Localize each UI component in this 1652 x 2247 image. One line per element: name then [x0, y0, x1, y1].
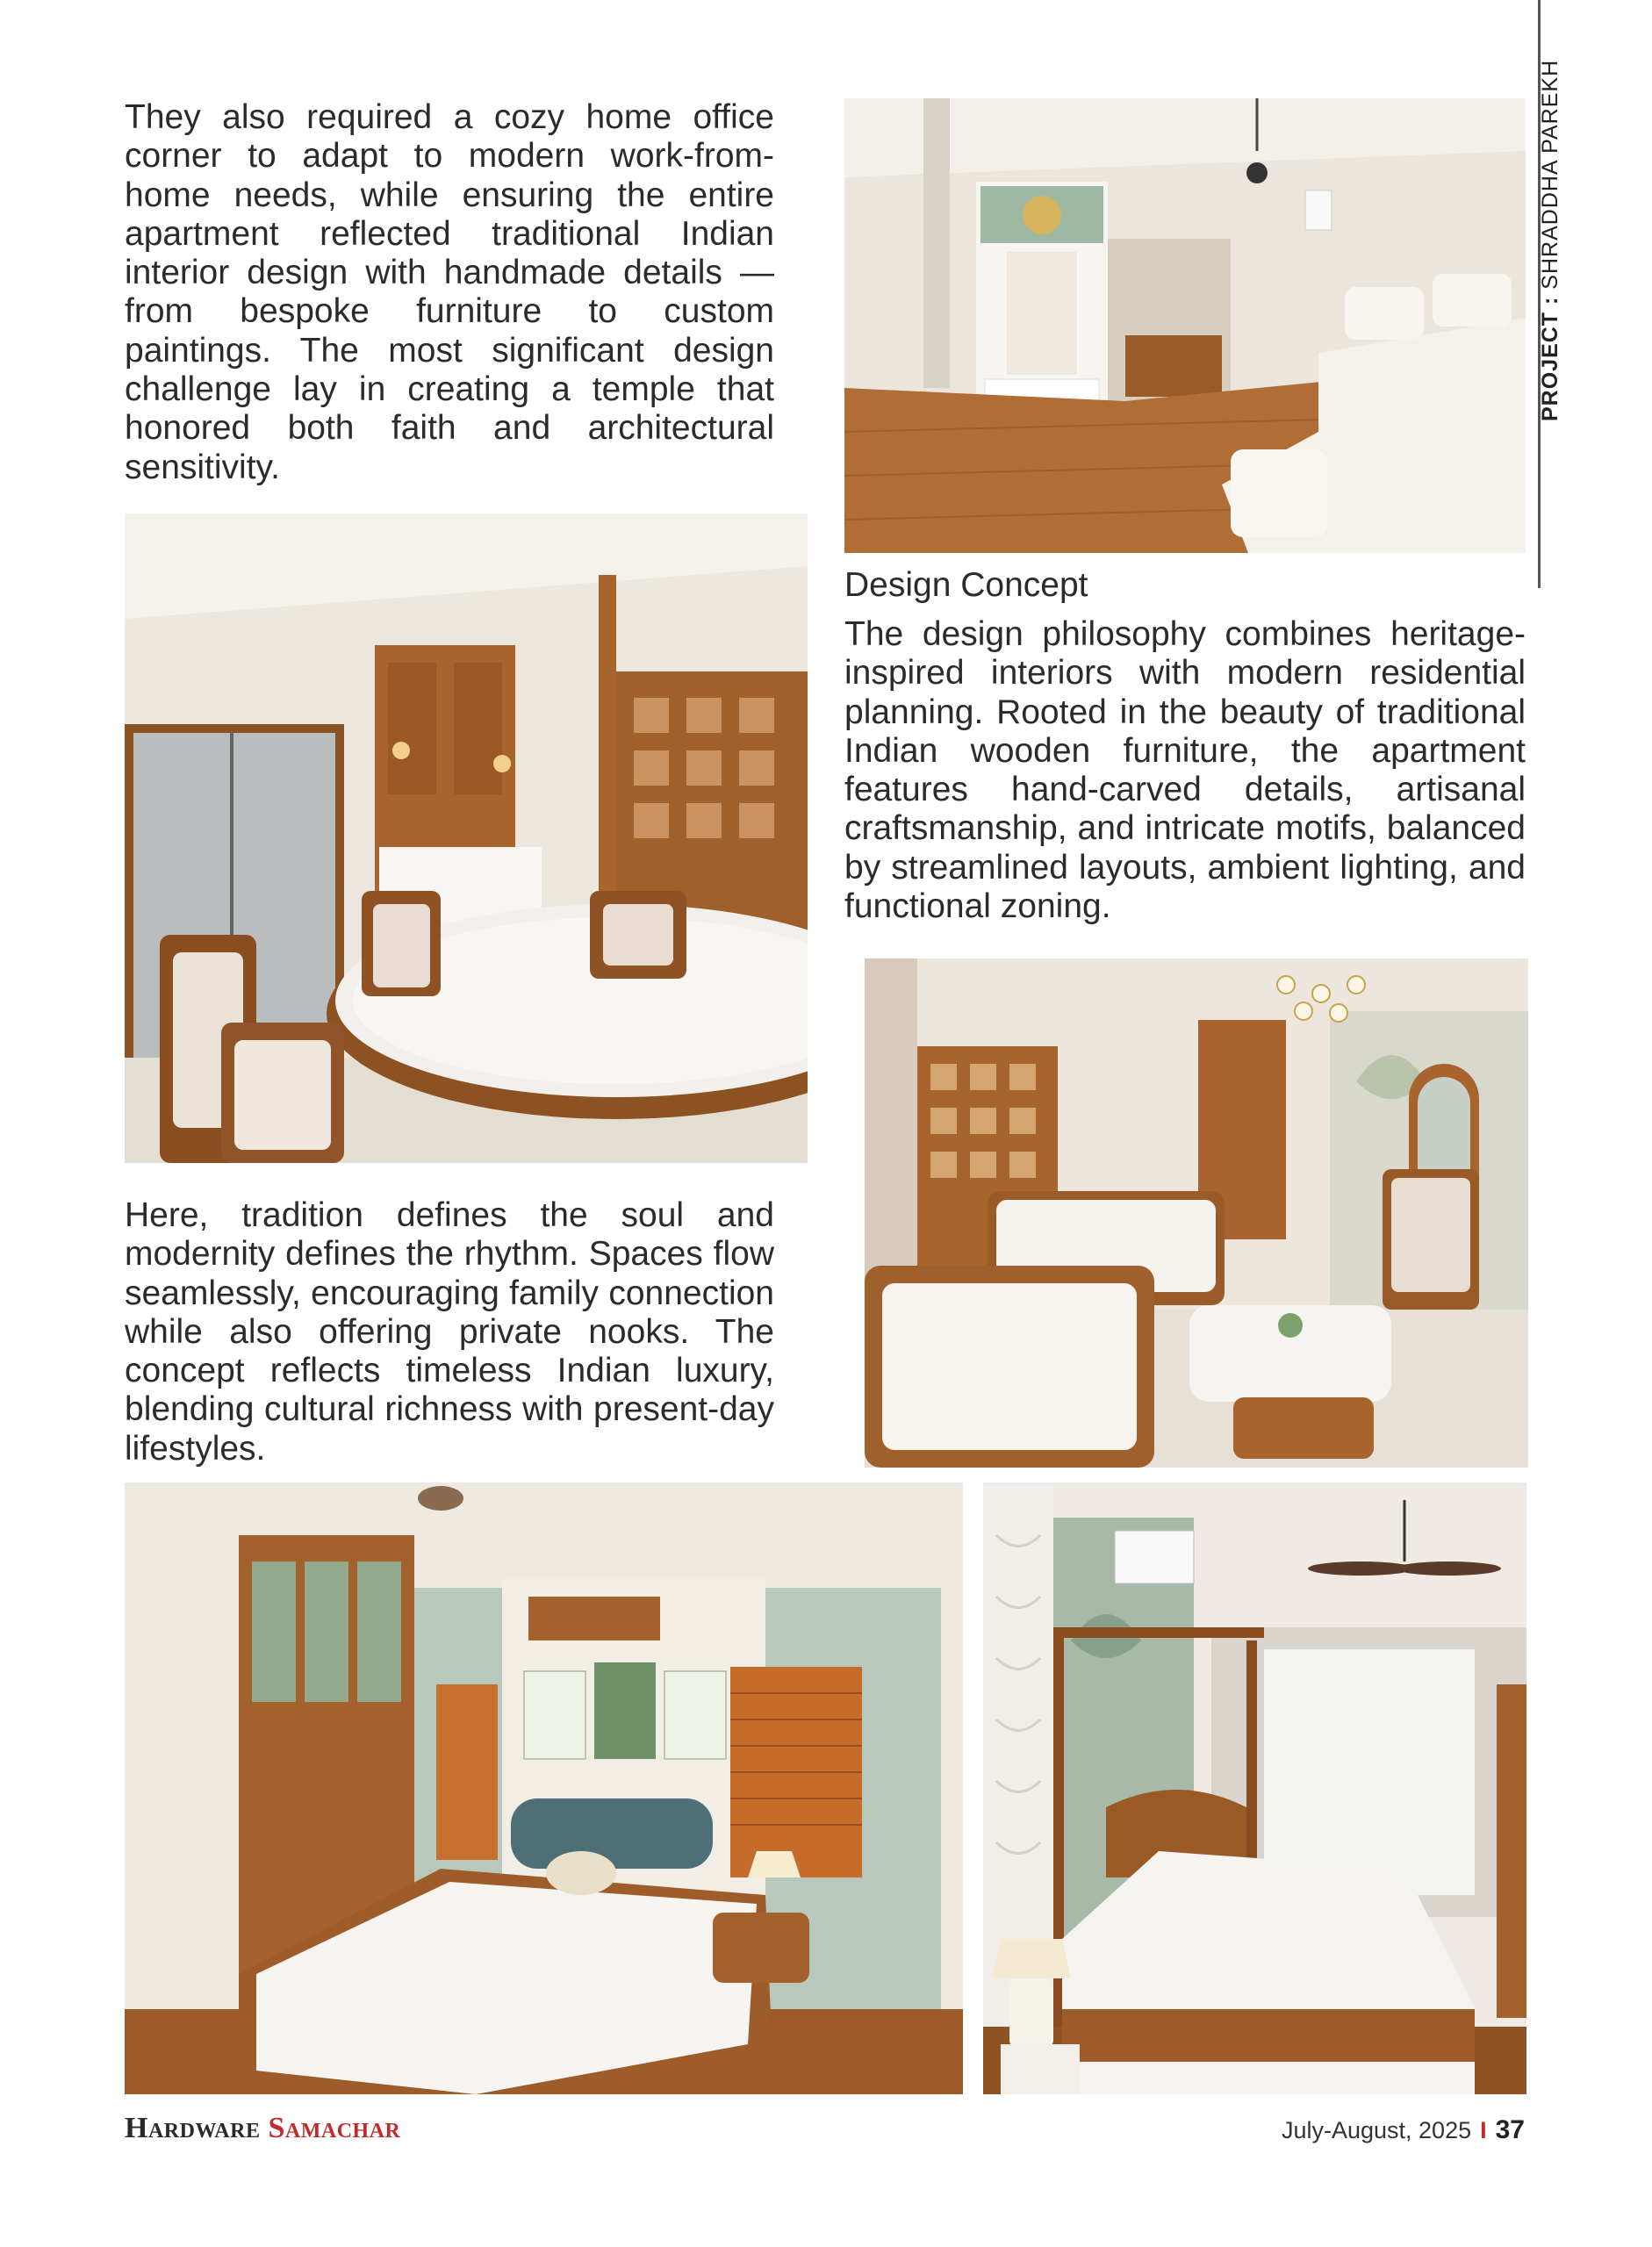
- living-room-photo: [865, 958, 1528, 1468]
- magazine-brand: [125, 2112, 400, 2145]
- brand-hardware: Hardware: [125, 2112, 261, 2144]
- dining-room-photo: [125, 513, 808, 1163]
- home-office-photo: [844, 98, 1526, 553]
- page-number: 37: [1495, 2115, 1525, 2144]
- project-credit: [1538, 60, 1563, 421]
- design-concept-heading: Design Concept: [844, 566, 1088, 604]
- issue-info: [1282, 2115, 1525, 2145]
- intro-paragraph: They also required a cozy home office corner to adapt to modern work-from-home needs, while ensuring the entire apartment reflected traditional Indian interior design with handmade details — from bespoke furniture to custom paintings. The most significant design challenge lay in creating a temple that honored both faith and architectural sensitivity.: [125, 98, 774, 486]
- brand-samachar: Samachar: [268, 2112, 401, 2144]
- designer-name: SHRADDHA PAREKH: [1538, 59, 1562, 290]
- footer-separator: I: [1480, 2117, 1487, 2143]
- project-label: PROJECT :: [1538, 296, 1562, 421]
- master-bedroom-photo: [125, 1482, 963, 2094]
- issue-date: July-August, 2025: [1281, 2117, 1472, 2143]
- design-concept-paragraph: The design philosophy combines heritage-inspired interiors with modern residential planning. Rooted in the beauty of traditional Indian wooden furniture, the apartment features hand-carved details, artisanal craftsmanship, and intricate motifs, balanced by streamlined layouts, ambient lighting, and functional zoning.: [844, 615, 1526, 926]
- tradition-paragraph: Here, tradition defines the soul and modernity defines the rhythm. Spaces flow seamlessly, encouraging family connection while also offering private nooks. The concept reflects timeless Indian luxury, blending cultural richness with present-day lifestyles.: [125, 1196, 774, 1468]
- four-poster-bedroom-photo: [983, 1482, 1526, 2094]
